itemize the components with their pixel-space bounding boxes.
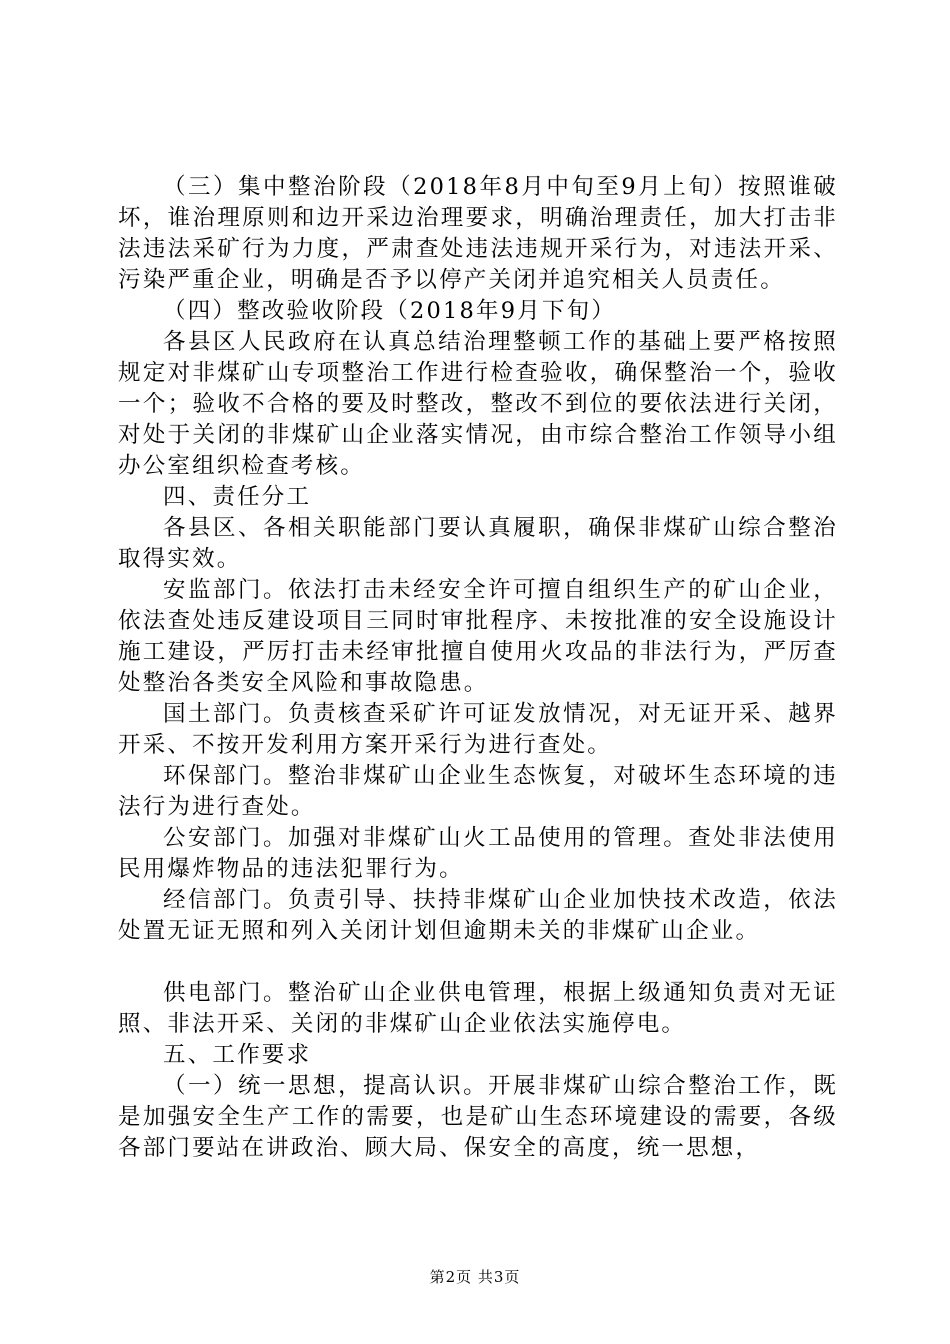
paragraph-requirement-one: （一）统一思想，提高认识。开展非煤矿山综合整治工作，既是加强安全生产工作的需要，也是矿山生态环境建设的需要，各级各部门要站在讲政治、顾大局、保安全的高度，统一思想，	[118, 1073, 838, 1161]
section-heading-responsibilities: 四、责任分工	[163, 484, 312, 510]
section-heading-requirements: 五、工作要求	[163, 1042, 312, 1068]
paragraph-stage-four-body: 各县区人民政府在认真总结治理整顿工作的基础上要严格按照规定对非煤矿山专项整治工作进行检查验收，确保整治一个，验收一个；验收不合格的要及时整改，整改不到位的要依法进行关闭，对处于关闭的非煤矿山企业落实情况，由市综合整治工作领导小组办公室组织检查考核。	[118, 329, 838, 479]
paragraph-responsibilities-intro: 各县区、各相关职能部门要认真履职，确保非煤矿山综合整治取得实效。	[118, 515, 838, 572]
paragraph-stage-four-heading: （四）整改验收阶段（2018年9月下旬）	[163, 298, 617, 324]
paragraph-power-dept: 供电部门。整治矿山企业供电管理，根据上级通知负责对无证照、非法开采、关闭的非煤矿山企业依法实施停电。	[118, 980, 838, 1037]
paragraph-safety-dept: 安监部门。依法打击未经安全许可擅自组织生产的矿山企业，依法查处违反建设项目三同时审批程序、未按批准的安全设施设计施工建设，严厉打击未经审批擅自使用火攻品的非法行为，严厉查处整治各类安全风险和事故隐患。	[118, 577, 838, 696]
document-body	[118, 172, 838, 1164]
paragraph-environment-dept: 环保部门。整治非煤矿山企业生态恢复，对破坏生态环境的违法行为进行查处。	[118, 763, 838, 820]
page-footer: 第2页 共3页	[429, 1268, 521, 1286]
paragraph-police-dept: 公安部门。加强对非煤矿山火工品使用的管理。查处非法使用民用爆炸物品的违法犯罪行为。	[118, 825, 838, 882]
paragraph-stage-three: （三）集中整治阶段（2018年8月中旬至9月上旬）按照谁破坏，谁治理原则和边开采边治理要求，明确治理责任，加大打击非法违法采矿行为力度，严肃查处违法违规开采行为，对违法开采、污染严重企业，明确是否予以停产关闭并追究相关人员责任。	[118, 174, 838, 293]
paragraph-land-dept: 国土部门。负责核查采矿许可证发放情况，对无证开采、越界开采、不按开发利用方案开采行为进行查处。	[118, 701, 838, 758]
paragraph-economic-dept: 经信部门。负责引导、扶持非煤矿山企业加快技术改造，依法处置无证无照和列入关闭计划但逾期未关的非煤矿山企业。	[118, 887, 838, 944]
blank-line	[118, 947, 838, 978]
